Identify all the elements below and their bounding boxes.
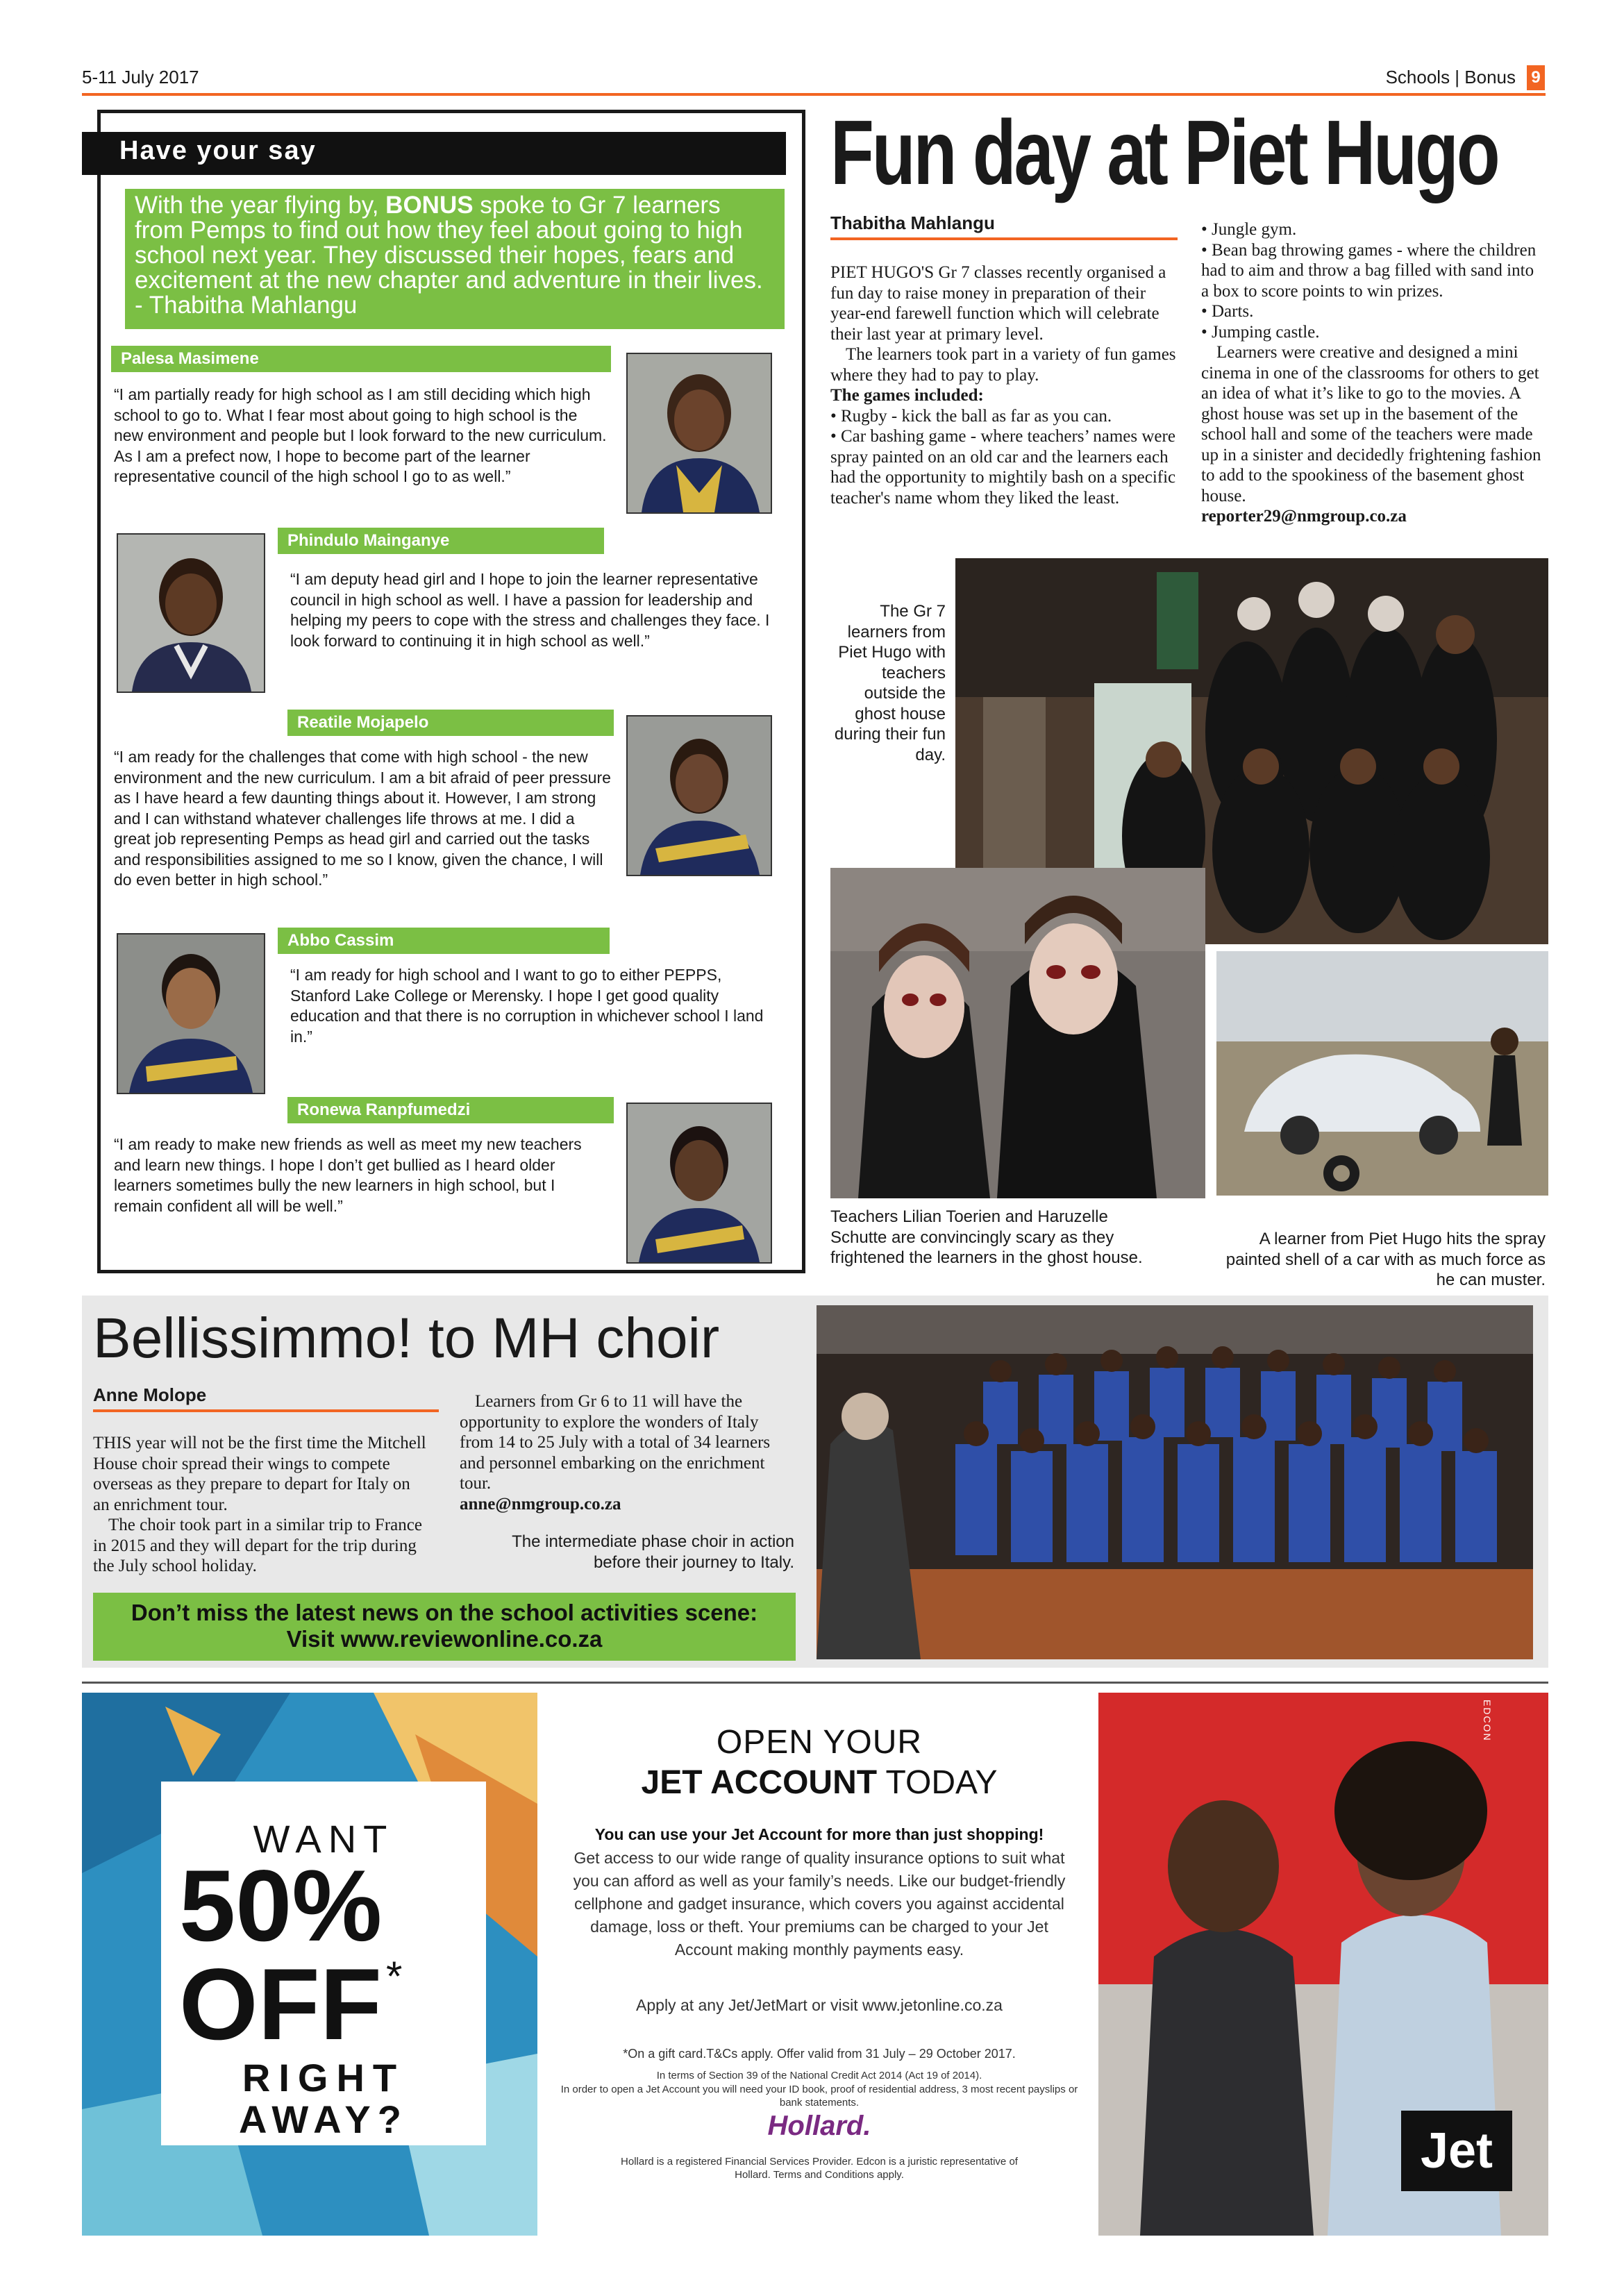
ad-open-your: OPEN YOUR — [716, 1724, 923, 1761]
photo-teachers — [830, 868, 1205, 1198]
ad-fine-print-2: In terms of Section 39 of the National Credit Act 2014 (Act 19 of 2014). — [656, 2070, 982, 2081]
learner-name-bar — [278, 528, 604, 554]
learner-name: Palesa Masimene — [121, 349, 259, 368]
bullet-item: • Darts. — [1201, 302, 1254, 321]
ad-off: OFF — [179, 1947, 382, 2061]
byline-rule — [93, 1409, 439, 1412]
caption-teachers: Teachers Lilian Toerien and Haruzelle Schutte are convincingly scary as they frightened the learners in the ghost house. — [830, 1207, 1143, 1267]
paragraph: The choir took part in a similar trip to France in 2015 and they will depart for the trip during the July school holiday. — [93, 1516, 422, 1575]
ad-right: RIGHT — [242, 2056, 405, 2100]
learner-quote: “I am ready for high school and I want to go to either PEPPS, Stanford Lake College or Merensky. I hope I get good quality education and that there is no corruption in whichever school I land in.” — [290, 966, 764, 1046]
ad-jet-account-heading — [549, 1763, 1090, 1802]
learner-name: Phindulo Mainganye — [287, 531, 450, 550]
caption-choir: The intermediate phase choir in action before their journey to Italy. — [512, 1532, 794, 1572]
learner-name-bar — [278, 928, 610, 954]
ad-want: WANT — [253, 1817, 394, 1861]
learner-quote: “I am ready to make new friends as well as meet my new teachers and learn new things. I hope I don’t get bullied as I heard older learners sometimes bully the new learners in high school, but I remain confident all will be well.” — [114, 1135, 582, 1215]
page-number: 9 — [1527, 65, 1545, 90]
choir-column-1 — [93, 1433, 429, 1577]
fun-day-byline: Thabitha Mahlangu — [830, 212, 995, 233]
hollard-logo: Hollard. — [767, 2111, 871, 2141]
banner-link[interactable]: Visit www.reviewonline.co.za — [286, 1626, 603, 1652]
fun-day-column-2 — [1201, 219, 1541, 527]
learner-photo — [626, 715, 772, 876]
learner-name: Ronewa Ranpfumedzi — [297, 1100, 471, 1119]
ad-jet-account: JET ACCOUNT — [641, 1764, 878, 1801]
ad-away: AWAY? — [239, 2097, 408, 2141]
choir-headline: Bellissimmo! to MH choir — [93, 1307, 720, 1370]
learner-name-bar — [287, 710, 614, 736]
learner-name-bar — [287, 1097, 614, 1123]
learner-quote: “I am ready for the challenges that come with high school - the new environment and the new curriculum. I am a bit afraid of peer pressure as I have heard a few daunting things about it. However, I am strong and I can withstand whatever challenges life throws at me. I did a great job representing Pemps as head girl and carried out the tasks and responsibilities assigned to me so I know, given the chance, I will do even better in high school.” — [114, 748, 611, 889]
fun-day-column-1 — [830, 262, 1178, 508]
ad-percent: 50% — [179, 1849, 383, 1962]
ad-fine-print-3: In order to open a Jet Account you will need your ID book, proof of residential address, 3 most recent payslips or bank statements. — [560, 2084, 1078, 2109]
learner-quote: “I am deputy head girl and I hope to join the learner representative council in high school as well. I have a passion for leadership and helping my peers to cope with the stress and challenges they face. I look forward to continuing it in high school as well.” — [290, 570, 770, 650]
fun-day-headline: Fun day at Piet Hugo — [830, 101, 1498, 203]
reporter-email: reporter29@nmgroup.co.za — [1201, 507, 1407, 526]
reporter-email: anne@nmgroup.co.za — [460, 1494, 621, 1514]
photo-car-bash — [1216, 951, 1548, 1196]
learner-photo — [117, 933, 265, 1094]
intro-bonus: BONUS — [385, 192, 474, 219]
banner-line: Don’t miss the latest news on the school activities scene: — [131, 1600, 758, 1625]
section-label: Schools | Bonus — [1385, 67, 1516, 87]
jet-logo: Jet — [1401, 2111, 1512, 2191]
ad-body: Get access to our wide range of quality insurance options to suit what you can afford as well as your family’s needs. Like our budget-friendly cellphone and gadget insurance, which covers you against accidental damage, loss or theft. Your premiums can be charged to your Jet Account making monthly payments easy. — [573, 1849, 1066, 1959]
learner-name: Abbo Cassim — [287, 931, 394, 950]
section-divider — [82, 1682, 1548, 1684]
caption-group-photo: The Gr 7 learners from Piet Hugo with teachers outside the ghost house during their fun day. — [834, 602, 946, 764]
intro-text-end: spoke to Gr 7 learners from Pemps to find out how they feel about going to high school next year. They discussed their hopes, fears and excitement at the new chapter and adventure in their lives. - Thabitha Mahlangu — [135, 192, 763, 319]
ad-asterisk: * — [386, 1953, 403, 2000]
learner-photo — [626, 1103, 772, 1264]
page-date: 5-11 July 2017 — [82, 67, 199, 87]
ad-hollard-fine: Hollard is a registered Financial Services Provider. Edcon is a juristic representative of Hollard. Terms and Conditions apply. — [621, 2156, 1018, 2181]
ad-today: TODAY — [877, 1764, 998, 1801]
ad-lead: You can use your Jet Account for more than just shopping! — [594, 1825, 1044, 1843]
photo-choir — [817, 1305, 1533, 1659]
byline-rule — [830, 237, 1178, 240]
learner-name: Reatile Mojapelo — [297, 713, 429, 732]
have-your-say-intro — [125, 189, 785, 329]
news-banner — [93, 1593, 796, 1661]
ad-apply[interactable]: Apply at any Jet/JetMart or visit www.jetonline.co.za — [636, 1996, 1003, 2014]
header-rule — [82, 93, 1546, 96]
bullet-item: • Car bashing game - where teachers’ names were spray painted on an old car and the learners each had the opportunity to mightily bash on a specific teacher's name whom they liked the least. — [830, 427, 1176, 508]
caption-car: A learner from Piet Hugo hits the spray painted shell of a car with as much force as he can muster. — [1225, 1230, 1546, 1289]
learner-photo — [626, 353, 772, 514]
learner-photo — [117, 533, 265, 693]
bullet-item: • Jumping castle. — [1201, 322, 1320, 342]
paragraph: The learners took part in a variety of fun games where they had to pay to play. — [830, 345, 1176, 385]
have-your-say-title: Have your say — [119, 136, 317, 165]
bullet-item: • Jungle gym. — [1201, 220, 1297, 239]
bullet-item: • Bean bag throwing games - where the children had to aim and throw a bag filled with sand into a box to score points to win prizes. — [1201, 240, 1537, 301]
paragraph: THIS year will not be the first time the Mitchell House choir spread their wings to compete overseas as they prepare to depart for Italy on an enrichment tour. — [93, 1434, 426, 1514]
learner-name-bar — [111, 346, 611, 372]
learner-quote: “I am partially ready for high school as I am still deciding which high school to go to. What I fear most about going to high school is the new environment and people but I look forward to the new curriculum. As I am a prefect now, I hope to become part of the learner representative council of the high school I go to as well.” — [114, 385, 607, 485]
bullet-item: • Rugby - kick the ball as far as you can. — [830, 406, 1112, 426]
choir-column-2 — [460, 1391, 792, 1514]
choir-byline: Anne Molope — [93, 1384, 207, 1405]
ad-photo-credit: EDCON — [1482, 1700, 1493, 1742]
ad-fine-print-1: *On a gift card.T&Cs apply. Offer valid from 31 July – 29 October 2017. — [623, 2047, 1016, 2061]
intro-text-start: With the year flying by, — [135, 192, 386, 219]
paragraph: Learners from Gr 6 to 11 will have the opportunity to explore the wonders of Italy from 14 to 25 July with a total of 34 learners and personnel embarking on the enrichment tour. — [460, 1392, 771, 1493]
paragraph: PIET HUGO'S Gr 7 classes recently organised a fun day to raise money in preparation of their year-end farewell function which will celebrate their last year at primary level. — [830, 263, 1166, 344]
paragraph: Learners were creative and designed a mini cinema in one of the classrooms for others to get an idea of what it’s like to go to the movies. A ghost house was set up in the basement of the school hall and some of the teachers were made up in a sinister and decidedly frightening fashion to add to the spookiness of the basement ghost house. — [1201, 343, 1541, 505]
subheading: The games included: — [830, 386, 984, 405]
